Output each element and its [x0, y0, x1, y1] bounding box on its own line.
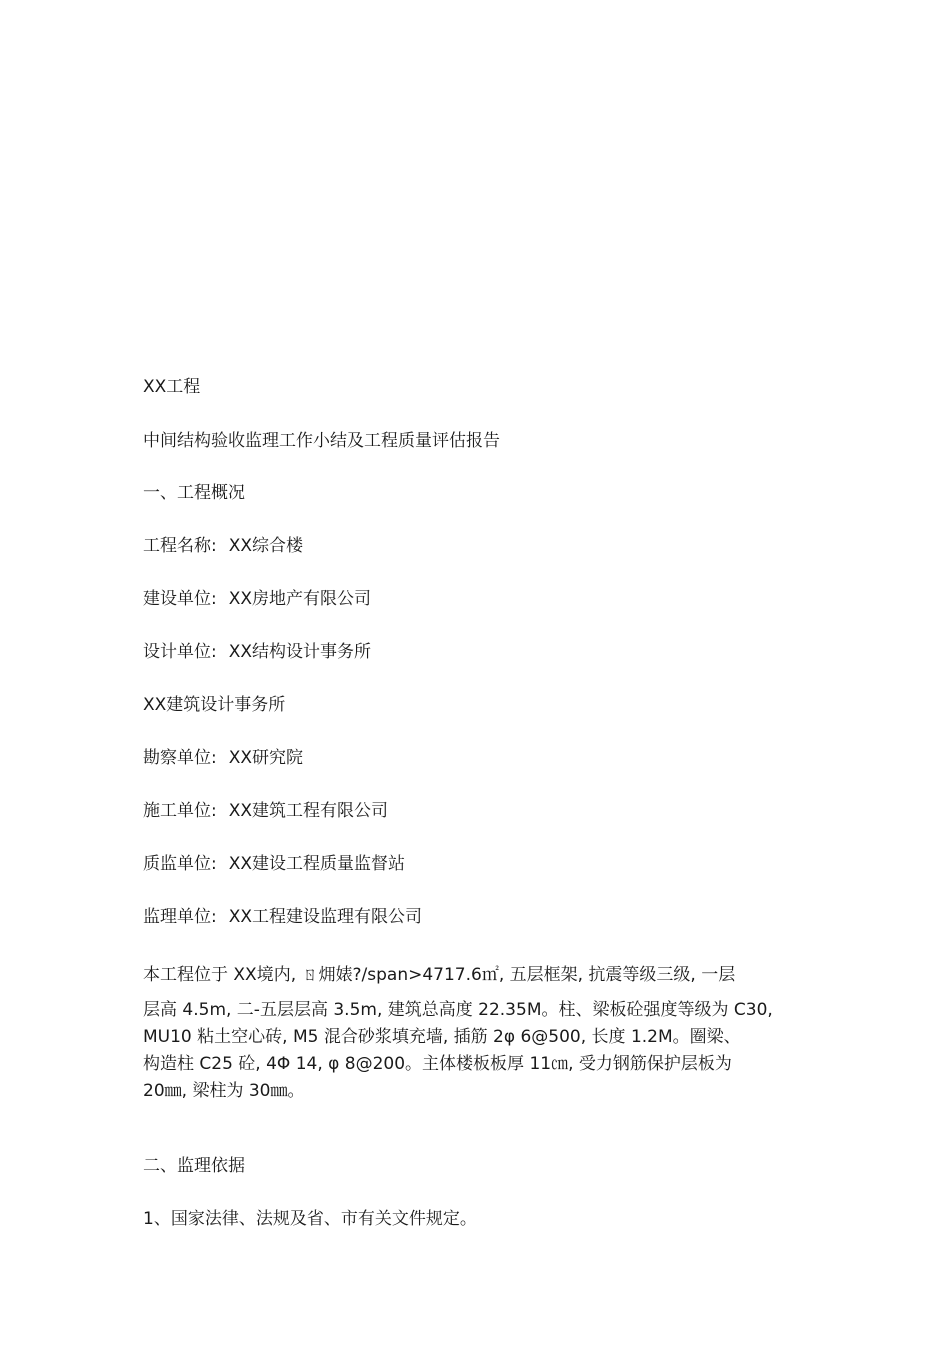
field-value: XX建筑工程有限公司 — [228, 801, 389, 821]
basis-item-1: 1、国家法律、法规及省、市有关文件规定。 — [143, 1209, 477, 1229]
field-supervision-unit — [143, 906, 422, 928]
project-name: XX工程 — [143, 377, 201, 397]
section-heading-overview: 一、工程概况 — [143, 483, 245, 503]
design-unit-2: XX建筑设计事务所 — [143, 695, 286, 715]
field-value: XX综合楼 — [228, 536, 304, 556]
section-heading-basis: 二、监理依据 — [143, 1156, 245, 1176]
field-label: 设计单位: — [143, 642, 217, 662]
overview-line: 层高 4.5m, 二-五层层高 3.5m, 建筑总高度 22.35M。柱、梁板砼强度等级为 C30, — [143, 1000, 773, 1020]
field-label: 勘察单位: — [143, 748, 217, 768]
field-value: XX建设工程质量监督站 — [228, 854, 406, 874]
field-label: 质监单位: — [143, 854, 217, 874]
field-construction-unit — [143, 588, 371, 610]
overview-line: 构造柱 C25 砼, 4Φ 14, φ 8@200。主体楼板板厚 11㎝, 受力钢筋保护层板为 — [143, 1054, 732, 1074]
field-value: XX结构设计事务所 — [228, 642, 372, 662]
overview-line: MU10 粘土空心砖, M5 混合砂浆填充墙, 插筋 2φ 6@500, 长度 1.2M。圈梁、 — [143, 1027, 741, 1047]
field-value: XX工程建设监理有限公司 — [228, 907, 423, 927]
field-quality-supervision-unit — [143, 853, 405, 875]
field-value: XX房地产有限公司 — [228, 589, 372, 609]
field-survey-unit — [143, 747, 303, 769]
report-title: 中间结构验收监理工作小结及工程质量评估报告 — [143, 431, 500, 451]
field-project-name — [143, 535, 303, 557]
field-label: 监理单位: — [143, 907, 217, 927]
field-label: 工程名称: — [143, 536, 217, 556]
field-label: 建设单位: — [143, 589, 217, 609]
field-design-unit — [143, 641, 371, 663]
project-overview-paragraph — [143, 962, 808, 1105]
field-label: 施工单位: — [143, 801, 217, 821]
overview-line: 20㎜, 梁柱为 30㎜。 — [143, 1081, 305, 1101]
overview-line: 本工程位于 XX境内, ㄖ㶲婊?/span>4717.6㎡, 五层框架, 抗震等级三级, 一层 — [143, 965, 736, 985]
field-value: XX研究院 — [228, 748, 304, 768]
field-builder-unit — [143, 800, 388, 822]
